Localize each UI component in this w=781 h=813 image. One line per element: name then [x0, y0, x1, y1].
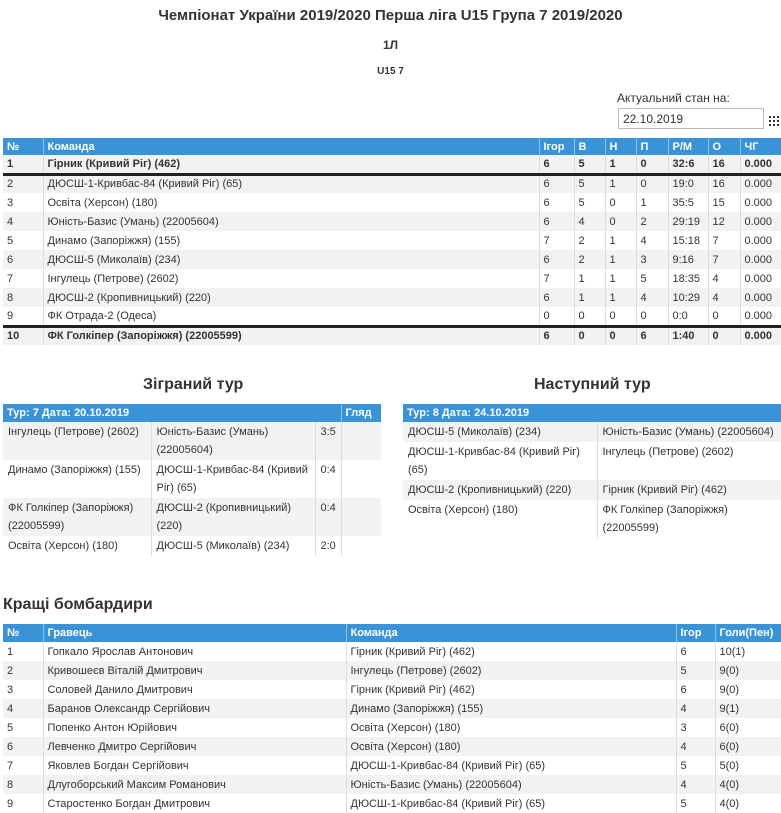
- cell-fairplay: 0.000: [740, 212, 781, 231]
- played-match-row: [3, 460, 381, 498]
- cell-wins: 1: [574, 269, 605, 288]
- cell-draws: 1: [605, 269, 636, 288]
- scorer-row: [3, 718, 781, 737]
- standings-row: [3, 155, 781, 174]
- cell-draws: 1: [605, 250, 636, 269]
- cell-games: 7: [539, 269, 574, 288]
- played-match-row: [3, 536, 381, 556]
- cell-team-name: Динамо (Запоріжжя) (155): [346, 699, 676, 718]
- cell-goal-ratio: 9:16: [668, 250, 708, 269]
- cell-goals: 4(0): [715, 775, 781, 794]
- cell-fairplay: 0.000: [740, 250, 781, 269]
- cell-draws: 0: [605, 326, 636, 345]
- cell-games: 3: [676, 718, 715, 737]
- cell-games: 6: [676, 680, 715, 699]
- cell-place: 7: [3, 756, 43, 775]
- cell-player-name: Баранов Олександр Сергійович: [43, 699, 346, 718]
- cell-goal-ratio: 10:29: [668, 288, 708, 307]
- home-team: Освіта (Херсон) (180): [403, 500, 597, 538]
- played-match-row: [3, 498, 381, 536]
- played-round-title: Зіграний тур: [143, 376, 244, 393]
- cell-goal-ratio: 32:6: [668, 155, 708, 174]
- cell-fairplay: 0.000: [740, 155, 781, 174]
- next-round-table: [403, 404, 781, 538]
- cell-wins: 5: [574, 174, 605, 193]
- col-games[interactable]: Ігор: [676, 624, 715, 642]
- cell-place: 2: [3, 661, 43, 680]
- col-spectators: Гляд: [341, 404, 381, 422]
- cell-points: 16: [708, 155, 740, 174]
- cell-losses: 3: [636, 250, 668, 269]
- col-goals[interactable]: Р/М: [668, 138, 708, 155]
- home-team: Освіта (Херсон) (180): [3, 536, 151, 556]
- cell-player-name: Попенко Антон Юрійович: [43, 718, 346, 737]
- cell-fairplay: 0.000: [744, 272, 773, 285]
- home-team: Інгулець (Петрове) (2602): [3, 422, 151, 460]
- cell-goals: 9(0): [715, 661, 781, 680]
- cell-player-name: Яковлев Богдан Сергійович: [43, 756, 346, 775]
- cell-draws: 1: [605, 174, 636, 193]
- cell-player-name: Кривошеєв Віталій Дмитрович: [43, 661, 346, 680]
- home-team: Динамо (Запоріжжя) (155): [3, 460, 151, 498]
- cell-team-name: ДЮСШ-1-Кривбас-84 (Кривий Ріг) (65): [346, 756, 676, 775]
- cell-wins: 1: [574, 288, 605, 307]
- cell-games: 4: [676, 699, 715, 718]
- scorer-row: [3, 756, 781, 775]
- cell-wins: 2: [574, 250, 605, 269]
- cell-player-name: Длугоборський Максим Романович: [43, 775, 346, 794]
- cell-goal-ratio: 1:40: [668, 326, 708, 345]
- away-team: ФК Голкіпер (Запоріжжя) (22005599): [602, 504, 728, 534]
- col-team[interactable]: Команда: [43, 138, 539, 155]
- match-score: 0:4: [315, 460, 341, 498]
- spectators-cell: [341, 536, 381, 556]
- cell-goals: 9(0): [719, 683, 740, 696]
- cell-place: 8: [3, 775, 43, 794]
- cell-team-name: Освіта (Херсон) (180): [346, 737, 676, 756]
- cell-draws: 1: [605, 288, 636, 307]
- cell-losses: 0: [636, 307, 668, 326]
- cell-player-name: Гопкало Ярослав Антонович: [43, 642, 346, 661]
- cell-player-name: Старостенко Богдан Дмитрович: [43, 794, 346, 813]
- cell-goals: 10(1): [719, 645, 746, 658]
- calendar-grid-icon[interactable]: [769, 116, 779, 126]
- cell-points: 7: [708, 250, 740, 269]
- next-round-header: Тур: 8 Дата: 24.10.2019: [403, 404, 781, 422]
- cell-games: 5: [676, 794, 715, 813]
- cell-place: 10: [3, 326, 43, 345]
- cell-points: 15: [708, 193, 740, 212]
- cell-games: 6: [539, 212, 574, 231]
- cell-points: 4: [708, 269, 740, 288]
- cell-fairplay: 0.000: [740, 307, 781, 326]
- col-goals-penalties[interactable]: Голи(Пен): [715, 624, 781, 642]
- cell-player-name: Левченко Дмитро Сергійович: [43, 737, 346, 756]
- cell-fairplay: 0.000: [744, 196, 773, 209]
- standings-table: [3, 138, 781, 345]
- scorer-row: [3, 794, 781, 813]
- standings-row: [3, 307, 781, 326]
- cell-goals: 5(0): [719, 759, 740, 772]
- cell-wins: 5: [574, 193, 605, 212]
- cell-draws: 1: [605, 231, 636, 250]
- cell-fairplay: 0.000: [740, 174, 781, 193]
- cell-draws: 0: [605, 212, 636, 231]
- top-scorers-table: [3, 624, 781, 813]
- away-team: Інгулець (Петрове) (2602): [602, 446, 734, 458]
- cell-team-name: Освіта (Херсон) (180): [43, 193, 539, 212]
- col-points[interactable]: О: [708, 138, 740, 155]
- cell-team-name: Освіта (Херсон) (180): [346, 718, 676, 737]
- col-fairplay[interactable]: ЧГ: [740, 138, 781, 155]
- cell-place: 2: [3, 174, 43, 193]
- cell-team-name: ФК Отрада-2 (Одеса): [43, 307, 539, 326]
- cell-goal-ratio: 29:19: [668, 212, 708, 231]
- away-team: Гірник (Кривий Ріг) (462): [597, 480, 781, 500]
- cell-team-name: Юність-Базис (Умань) (22005604): [43, 212, 539, 231]
- cell-losses: 4: [636, 231, 668, 250]
- cell-games: 6: [539, 193, 574, 212]
- standings-row: [3, 212, 781, 231]
- match-score: 3:5: [315, 422, 341, 460]
- cell-place: 4: [3, 212, 43, 231]
- home-team: ДЮСШ-2 (Кропивницький) (220): [403, 480, 597, 500]
- col-draws[interactable]: Н: [605, 138, 636, 155]
- cell-points: 4: [708, 288, 740, 307]
- cell-place: 3: [3, 680, 43, 699]
- cell-team-name: Юність-Базис (Умань) (22005604): [346, 775, 676, 794]
- cell-place: 8: [3, 288, 43, 307]
- actual-state-label: Актуальний стан на:: [617, 91, 730, 105]
- standings-row: [3, 174, 781, 193]
- away-team: ДЮСШ-5 (Миколаїв) (234): [151, 536, 315, 556]
- cell-player-name: Соловей Данило Дмитрович: [43, 680, 346, 699]
- cell-fairplay: 0.000: [740, 326, 781, 345]
- cell-team-name: ДЮСШ-2 (Кропивницький) (220): [43, 288, 539, 307]
- cell-team-name: ДЮСШ-1-Кривбас-84 (Кривий Ріг) (65): [43, 174, 539, 193]
- match-score: 2:0: [315, 536, 341, 556]
- cell-losses: 4: [636, 288, 668, 307]
- next-round-title: Наступний тур: [534, 376, 651, 393]
- cell-team-name: ДЮСШ-1-Кривбас-84 (Кривий Ріг) (65): [346, 794, 676, 813]
- next-match-row: [403, 442, 781, 480]
- col-number[interactable]: №: [3, 624, 43, 642]
- cell-goal-ratio: 19:0: [668, 174, 708, 193]
- cell-wins: 0: [574, 326, 605, 345]
- spectators-cell: [341, 460, 381, 498]
- cell-place: 1: [3, 642, 43, 661]
- cell-team-name: Гірник (Кривий Ріг) (462): [43, 155, 539, 174]
- cell-wins: 0: [574, 307, 605, 326]
- cell-place: 6: [3, 737, 43, 756]
- col-team[interactable]: Команда: [346, 624, 676, 642]
- match-score: 0:4: [315, 498, 341, 536]
- cell-goal-ratio: 0:0: [668, 307, 708, 326]
- cell-draws: 0: [605, 193, 636, 212]
- cell-losses: 1: [636, 193, 668, 212]
- away-team: Юність-Базис (Умань) (22005604): [597, 422, 781, 442]
- cell-fairplay: 0.000: [740, 288, 781, 307]
- cell-place: 5: [3, 718, 43, 737]
- col-wins[interactable]: В: [574, 138, 605, 155]
- cell-team-name: Гірник (Кривий Ріг) (462): [346, 642, 676, 661]
- scorer-row: [3, 642, 781, 661]
- league-code: 1Л: [382, 38, 399, 52]
- standings-row: [3, 326, 781, 345]
- cell-games: 4: [676, 775, 715, 794]
- next-match-row: [403, 422, 781, 442]
- cell-place: 5: [3, 231, 43, 250]
- standings-row: [3, 250, 781, 269]
- home-team: ДЮСШ-1-Кривбас-84 (Кривий Ріг) (65): [403, 442, 597, 480]
- away-team: ДЮСШ-1-Кривбас-84 (Кривий Ріг) (65): [151, 460, 315, 498]
- played-match-row: [3, 422, 381, 460]
- cell-goals: 6(0): [715, 737, 781, 756]
- cell-place: 7: [3, 269, 43, 288]
- home-team: ДЮСШ-5 (Миколаїв) (234): [403, 422, 597, 442]
- cell-losses: 0: [636, 155, 668, 174]
- cell-games: 6: [539, 250, 574, 269]
- next-match-row: [403, 480, 781, 500]
- cell-games: 0: [539, 307, 574, 326]
- cell-place: 9: [3, 307, 43, 326]
- cell-games: 4: [676, 737, 715, 756]
- cell-goal-ratio: 18:35: [668, 269, 708, 288]
- cell-place: 4: [3, 699, 43, 718]
- cell-goals: 4(0): [719, 797, 740, 810]
- standings-row: [3, 193, 781, 212]
- cell-games: 6: [539, 155, 574, 174]
- cell-wins: 5: [574, 155, 605, 174]
- next-match-row: [403, 500, 781, 538]
- standings-row: [3, 269, 781, 288]
- cell-team-name: ФК Голкіпер (Запоріжжя) (22005599): [43, 326, 539, 345]
- cell-points: 0: [708, 326, 740, 345]
- spectators-cell: [341, 422, 381, 460]
- cell-points: 0: [708, 307, 740, 326]
- cell-games: 5: [676, 661, 715, 680]
- home-team: ФК Голкіпер (Запоріжжя) (22005599): [3, 498, 151, 536]
- cell-goals: 9(1): [715, 699, 781, 718]
- cell-team-name: ДЮСШ-5 (Миколаїв) (234): [43, 250, 539, 269]
- group-code: U15 7: [377, 66, 404, 77]
- cell-place: 6: [3, 250, 43, 269]
- cell-team-name: Гірник (Кривий Ріг) (462): [346, 680, 676, 699]
- scorer-row: [3, 661, 781, 680]
- cell-points: 12: [708, 212, 740, 231]
- standings-row: [3, 288, 781, 307]
- col-games[interactable]: Ігор: [539, 138, 574, 155]
- cell-team-name: Інгулець (Петрове) (2602): [43, 269, 539, 288]
- cell-games: 6: [539, 326, 574, 345]
- cell-games: 5: [676, 756, 715, 775]
- col-player[interactable]: Гравець: [43, 624, 346, 642]
- page-title: Чемпіонат України 2019/2020 Перша ліга U15 Група 7 2019/2020: [158, 7, 623, 24]
- cell-points: 16: [708, 174, 740, 193]
- cell-points: 7: [708, 231, 740, 250]
- cell-wins: 4: [574, 212, 605, 231]
- cell-place: 9: [3, 794, 43, 813]
- cell-draws: 1: [605, 155, 636, 174]
- spectators-cell: [341, 498, 381, 536]
- cell-games: 6: [539, 288, 574, 307]
- col-losses[interactable]: П: [636, 138, 668, 155]
- date-input[interactable]: [618, 108, 764, 129]
- cell-goals: 6(0): [719, 721, 740, 734]
- cell-losses: 5: [636, 269, 668, 288]
- cell-games: 6: [539, 174, 574, 193]
- played-round-table: [3, 404, 381, 556]
- cell-fairplay: 0.000: [744, 234, 773, 247]
- top-scorers-title: Кращі бомбардири: [3, 596, 153, 613]
- away-team: Юність-Базис (Умань) (22005604): [151, 422, 315, 460]
- cell-wins: 2: [574, 231, 605, 250]
- cell-goal-ratio: 35:5: [668, 193, 708, 212]
- standings-header-row: [3, 138, 781, 155]
- cell-team-name: Інгулець (Петрове) (2602): [346, 661, 676, 680]
- cell-place: 1: [3, 155, 43, 174]
- played-round-header: Тур: 7 Дата: 20.10.2019: [3, 404, 341, 422]
- cell-draws: 0: [605, 307, 636, 326]
- cell-losses: 6: [636, 326, 668, 345]
- cell-team-name: Динамо (Запоріжжя) (155): [43, 231, 539, 250]
- cell-place: 3: [3, 193, 43, 212]
- away-team: ДЮСШ-2 (Кропивницький) (220): [151, 498, 315, 536]
- cell-goal-ratio: 15:18: [668, 231, 708, 250]
- cell-games: 6: [676, 642, 715, 661]
- scorer-row: [3, 699, 781, 718]
- scorer-row: [3, 737, 781, 756]
- cell-losses: 2: [636, 212, 668, 231]
- cell-losses: 0: [636, 174, 668, 193]
- standings-row: [3, 231, 781, 250]
- cell-games: 7: [539, 231, 574, 250]
- col-number[interactable]: №: [3, 138, 43, 155]
- scorer-row: [3, 680, 781, 699]
- scorer-row: [3, 775, 781, 794]
